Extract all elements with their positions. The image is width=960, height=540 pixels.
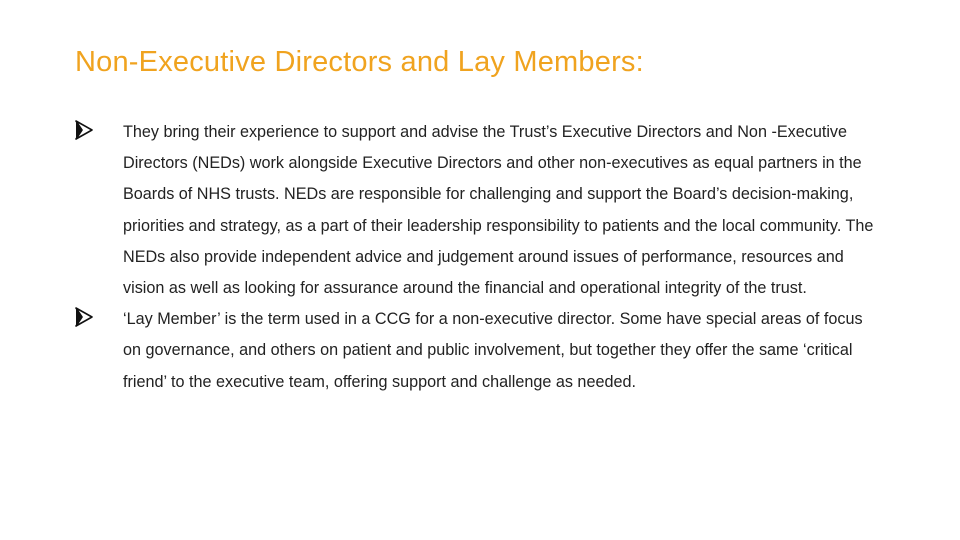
bullet-text: ‘Lay Member’ is the term used in a CCG for a non-executive director. Some have special areas of focus on governance, and others on patient and public involvement, but together they offer the same ‘critical friend’ to the executive team, offering support and challenge as needed. <box>123 310 863 391</box>
bullet-text: They bring their experience to support and advise the Trust’s Executive Directors and Non -Executive Directors (NEDs) work alongside Executive Directors and other non-executives as equal partners in the Boards of NHS trusts. NEDs are responsible for challenging and support the Board’s decision-making, priorities and strategy, as a part of their leadership responsibility to patients and the local community. The NEDs also provide independent advice and judgement around issues of performance, resources and vision as well as looking for assurance around the financial and operational integrity of the trust. <box>123 123 874 298</box>
bullet-item <box>74 117 874 304</box>
arrowhead-bullet-icon <box>74 120 94 140</box>
arrowhead-bullet-icon <box>74 307 94 327</box>
slide-title: Non-Executive Directors and Lay Members: <box>75 46 644 78</box>
bullet-list <box>74 117 874 398</box>
bullet-item <box>74 304 874 398</box>
